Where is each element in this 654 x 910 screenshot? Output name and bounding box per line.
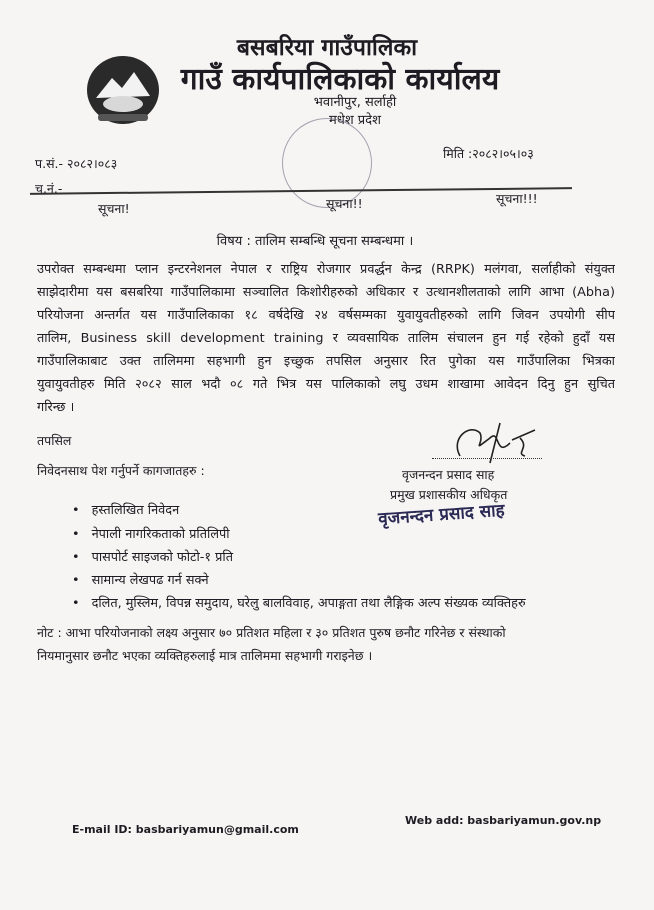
address-line-1: भवानीपुर, सर्लाही [313,95,397,110]
document-item: • दलित, मुस्लिम, विपन्न समुदाय, घरेलु बालविवाह, अपाङ्गता तथा लैङ्गिक अल्प संख्यक व्यक्तिहरु [72,593,526,611]
body-line: परियोजना अन्तर्गत यस गाउँपालिकाका १८ वर्षदेखि २४ वर्षसम्मका युवायुवतीहरुको लागि जिवन उपयोगी सीप [37,308,615,323]
document-item: • नेपाली नागरिकताको प्रतिलिपी [72,524,230,542]
notice-label-1: सूचना! [98,201,130,216]
body-line: उपरोक्त सम्बन्धमा प्लान इन्टरनेशनल नेपाल र राष्ट्रिय रोजगार प्रवर्द्धन केन्द्र (RRPK) मलंगवा, सर्लाहीको संयुक्त [37,262,615,277]
address-line-2: मधेश प्रदेश [329,113,381,128]
footer-website: Web add: basbariyamun.gov.np [405,814,602,827]
note-line: नियमानुसार छनौट भएका व्यक्तिहरुलाई मात्र तालिममा सहभागी गराइनेछ । [37,648,373,663]
body-line: गाउँपालिकाबाट उक्त तालिममा सहभागी हुन इच्छुक तपसिल अनुसार रित पुगेका यस गाउँपालिका भित्रका [37,354,615,369]
dispatch-number: च.नं.- [35,181,63,196]
signature [440,418,540,468]
subject: विषय : तालिम सम्बन्धि सूचना सम्बन्धमा । [216,234,414,249]
document-item: • हस्तलिखित निवेदन [72,500,179,518]
body-line: तालिम, Business skill development training र व्यवसायिक तालिम संचालन हुन गई रहेको हुदाँ यस [37,331,615,346]
note-line: नोट : आभा परियोजनाको लक्ष्य अनुसार ७० प्रतिशत महिला र ३० प्रतिशत पुरुष छनौट गरिनेछ र संस्थाको [37,625,506,640]
documents-heading: निवेदनसाथ पेश गर्नुपर्ने कागजातहरु : [37,463,205,478]
name-stamp: वृजनन्दन प्रसाद साह [377,500,506,530]
body-line: साझेदारीमा यस बसबरिया गाउँपालिकामा सञ्चालित किशोरीहरुको अधिकार र उत्थानशीलताको लागि आभा (Abha) [37,285,615,300]
signature-line [432,458,542,459]
reference-number: प.सं.- २०८२।०८३ [35,156,118,171]
notice-label-3: सूचना!!! [496,191,538,206]
body-line: गरिन्छ । [37,400,75,415]
date: मिति :२०८२।०५।०३ [443,146,534,161]
document-item: • पासपोर्ट साइजको फोटो-१ प्रति [72,547,233,565]
notice-label-2: सूचना!! [326,196,363,211]
municipality-name: बसबरिया गाउँपालिका [236,35,418,61]
signatory-title: प्रमुख प्रशासकीय अधिकृत [390,487,508,502]
signatory-name: वृजनन्दन प्रसाद साह [402,467,495,482]
office-name: गाउँ कार्यपालिकाको कार्यालय [180,62,500,97]
footer-email: E-mail ID: basbariyamun@gmail.com [72,823,299,836]
tapasil-heading: तपसिल [37,433,72,448]
document-item: • सामान्य लेखपढ गर्न सक्ने [72,570,209,588]
body-line: युवायुवतीहरु मिति २०८२ साल भदौ ०८ गते भित्र यस पालिकाको लघु उधम शाखामा आवेदन दिनु हुन सुचित [37,377,615,392]
